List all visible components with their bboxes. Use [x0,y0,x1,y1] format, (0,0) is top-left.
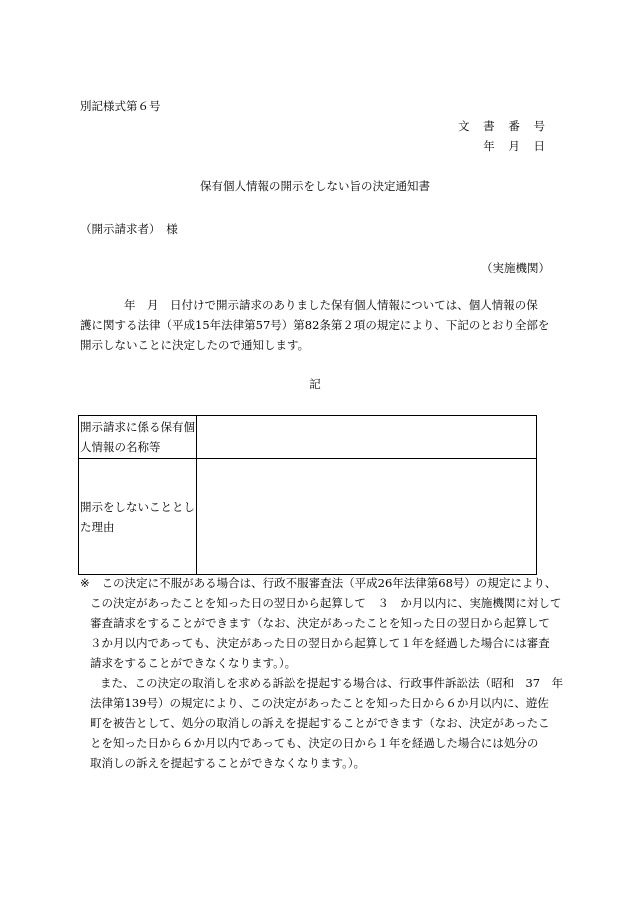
reason-value [197,459,537,575]
note-line: 請求をすることができなくなります。）。 [90,656,297,670]
note-line: とを知った日から６か月以内であっても、決定の日から１年を経過した場合には処分の [90,736,539,750]
notice-body [80,295,552,355]
note-line [80,573,560,593]
note-line: 取消しの訴えを提起することができなくなります。）。 [90,756,366,770]
record-name-label [79,416,197,459]
document-title: 保有個人情報の開示をしない旨の決定通知書 [200,179,430,193]
notice-body-line: 開示しないことに決定したので通知します。 [80,338,310,352]
addressee: （開示請求者） 様 [80,222,178,236]
date-label: 年 月 日 [483,139,550,153]
record-name-value [197,416,537,459]
table-row [79,459,537,575]
note-line: この決定があったことを知った日の翌日から起算して ３ か月以内に、実施機関に対して [90,596,562,610]
note-line: また、この決定の取消しを求める訴訟を提起する場合は、行政事件訴訟法（昭和 37 年 [100,676,564,690]
note-line: ３か月以内であっても、決定があった日の翌日から起算して１年を経過した場合には審査 [90,636,550,650]
note-mark: ※ [80,576,90,590]
decision-table [78,415,537,575]
label-line: 人情報の名称等 [80,440,161,454]
note-line: 町を被告として、処分の取消しの訴えを提起することができます（なお、決定があったこ [90,716,550,730]
label-line: た理由 [80,519,115,534]
reason-label [79,459,197,575]
label-line: 開示をしないこととし [80,499,195,514]
table-row [79,416,537,459]
notes-section [80,573,564,773]
label-line: 開示請求に係る保有個 [80,420,195,434]
issuing-agency: （実施機関） [481,261,550,275]
note-text: この決定に不服がある場合は、行政不服審査法（平成26年法律第68号）の規定により、 [101,576,557,590]
notice-body-line: 年 月 日付けで開示請求のありました保有個人情報については、個人情報の保 [124,298,538,312]
note-line: 審査請求をすることができます（なお、決定があったことを知った日の翌日から起算して [90,616,550,630]
ki-heading: 記 [309,377,321,391]
document-number-label: 文 書 番 号 [458,119,550,133]
note-line: 法律第139号）の規定により、この決定があったことを知った日から６か月以内に、遊佐 [90,696,549,710]
notice-body-line: 護に関する法律（平成15年法律第57号）第82条第２項の規定により、下記のとおり全部を [80,318,550,332]
form-number: 別記様式第６号 [80,99,161,113]
